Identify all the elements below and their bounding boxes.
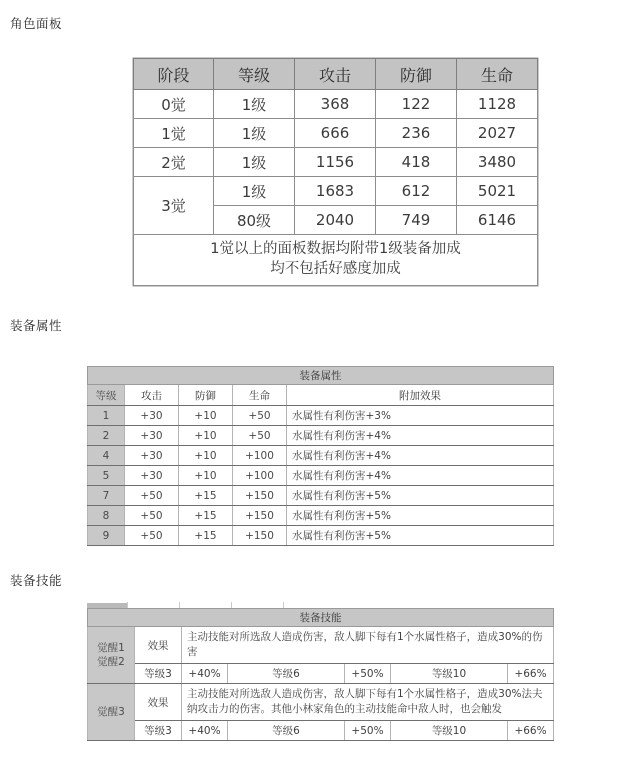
cell-effect: 水属性有利伤害+5% [287, 486, 554, 506]
equipment-skills-title: 装备技能 [88, 609, 554, 627]
cell-stage: 1觉 [134, 119, 214, 148]
cell-attack: 2040 [295, 206, 376, 235]
table-row [88, 526, 554, 546]
awaken-label-line-1: 觉醒1 [97, 642, 125, 654]
cell-defense: +10 [179, 446, 233, 466]
cell-level: 5 [88, 466, 125, 486]
skill-level-label-2: 等级6 [228, 721, 345, 741]
equipment-attributes-table [87, 366, 554, 546]
table-title-row [88, 367, 554, 385]
equipment-skills-table [87, 608, 554, 741]
cell-defense: 612 [376, 177, 457, 206]
section-label-equipment-skills: 装备技能 [10, 573, 63, 588]
table-row [134, 177, 538, 206]
equipment-attributes-title: 装备属性 [88, 367, 554, 385]
header-attack: 攻击 [295, 59, 376, 90]
cell-defense: +15 [179, 506, 233, 526]
skill-level-label-2: 等级6 [228, 664, 345, 684]
cell-hp: +150 [233, 486, 287, 506]
cell-stage: 2觉 [134, 148, 214, 177]
skill-level-label-3: 等级10 [391, 721, 508, 741]
table-header-row [134, 59, 538, 90]
skill-level-value-2: +50% [345, 664, 391, 684]
cell-defense: +10 [179, 406, 233, 426]
cropped-tick [231, 602, 232, 608]
table-row [88, 721, 554, 741]
cell-hp: +100 [233, 466, 287, 486]
cell-defense: 236 [376, 119, 457, 148]
cell-attack: +50 [125, 526, 179, 546]
table-row [88, 684, 554, 721]
cell-hp: 5021 [457, 177, 538, 206]
skill-level-value-3: +66% [508, 664, 554, 684]
cell-hp: +150 [233, 506, 287, 526]
cell-level: 80级 [214, 206, 295, 235]
cell-level: 1级 [214, 90, 295, 119]
table-title-row [88, 609, 554, 627]
effect-label: 效果 [135, 684, 182, 721]
table-row [88, 406, 554, 426]
cell-hp: 2027 [457, 119, 538, 148]
cell-hp: +100 [233, 446, 287, 466]
cell-level: 8 [88, 506, 125, 526]
cell-level: 1级 [214, 177, 295, 206]
panel-note-line-1: 1觉以上的面板数据均附带1级装备加成 [210, 241, 461, 257]
cell-attack: +50 [125, 506, 179, 526]
cell-attack: 666 [295, 119, 376, 148]
cell-effect: 水属性有利伤害+4% [287, 466, 554, 486]
effect-text: 主动技能对所选敌人造成伤害，敌人脚下每有1个水属性格子，造成30%的伤害 [182, 627, 554, 664]
effect-text: 主动技能对所选敌人造成伤害，敌人脚下每有1个水属性格子，造成30%法夫纳攻击力的伤害。其他小林家角色的主动技能命中敌人时，也会触发 [182, 684, 554, 721]
panel-note [134, 235, 538, 286]
awaken-label-line-1: 觉醒3 [97, 706, 125, 718]
cell-attack: 1683 [295, 177, 376, 206]
table-row [88, 664, 554, 684]
cell-attack: +30 [125, 426, 179, 446]
skill-level-label-1: 等级3 [135, 664, 182, 684]
cell-level: 4 [88, 446, 125, 466]
cropped-tick [283, 602, 284, 608]
cropped-tick [127, 602, 128, 608]
skill-level-value-3: +66% [508, 721, 554, 741]
cell-defense: 418 [376, 148, 457, 177]
cell-hp: +150 [233, 526, 287, 546]
table-header-row [88, 385, 554, 406]
cell-defense: +15 [179, 486, 233, 506]
header-attack: 攻击 [125, 385, 179, 406]
header-defense: 防御 [179, 385, 233, 406]
cell-effect: 水属性有利伤害+4% [287, 426, 554, 446]
cell-effect: 水属性有利伤害+5% [287, 506, 554, 526]
cell-defense: 122 [376, 90, 457, 119]
cropped-tick [179, 602, 180, 608]
cell-hp: 1128 [457, 90, 538, 119]
skill-level-value-1: +40% [182, 721, 228, 741]
table-row [88, 466, 554, 486]
skill-level-value-2: +50% [345, 721, 391, 741]
awaken-label-line-2: 觉醒2 [97, 656, 125, 668]
cell-attack: 368 [295, 90, 376, 119]
cell-attack: +30 [125, 406, 179, 426]
table-note-row [134, 235, 538, 286]
cropped-row-artifact [87, 600, 553, 608]
cell-attack: +30 [125, 446, 179, 466]
cell-hp: +50 [233, 426, 287, 446]
cell-defense: +10 [179, 466, 233, 486]
cell-level: 1 [88, 406, 125, 426]
header-hp: 生命 [233, 385, 287, 406]
cell-level: 9 [88, 526, 125, 546]
cell-attack: 1156 [295, 148, 376, 177]
header-effect: 附加效果 [287, 385, 554, 406]
header-level: 等级 [88, 385, 125, 406]
cell-effect: 水属性有利伤害+4% [287, 446, 554, 466]
table-row [88, 486, 554, 506]
table-row [88, 627, 554, 664]
cell-hp: 3480 [457, 148, 538, 177]
awaken-label-group-2 [88, 684, 135, 741]
header-hp: 生命 [457, 59, 538, 90]
character-panel-table [133, 58, 538, 286]
table-row [88, 426, 554, 446]
skill-level-label-3: 等级10 [391, 664, 508, 684]
header-stage: 阶段 [134, 59, 214, 90]
table-row [134, 148, 538, 177]
table-row [134, 119, 538, 148]
cell-hp: +50 [233, 406, 287, 426]
awaken-label-group-1 [88, 627, 135, 684]
cropped-row-bar [87, 603, 127, 608]
cell-effect: 水属性有利伤害+3% [287, 406, 554, 426]
header-level: 等级 [214, 59, 295, 90]
table-row [88, 446, 554, 466]
panel-note-line-2: 均不包括好感度加成 [270, 261, 401, 277]
table-row [134, 90, 538, 119]
cell-effect: 水属性有利伤害+5% [287, 526, 554, 546]
cell-level: 1级 [214, 119, 295, 148]
cell-stage: 0觉 [134, 90, 214, 119]
section-label-character-panel: 角色面板 [10, 16, 63, 31]
cell-defense: +10 [179, 426, 233, 446]
cell-level: 1级 [214, 148, 295, 177]
cell-attack: +50 [125, 486, 179, 506]
cell-defense: +15 [179, 526, 233, 546]
section-label-equipment-attributes: 装备属性 [10, 318, 63, 333]
cell-attack: +30 [125, 466, 179, 486]
cell-level: 2 [88, 426, 125, 446]
effect-label: 效果 [135, 627, 182, 664]
table-row [88, 506, 554, 526]
cell-level: 7 [88, 486, 125, 506]
cell-defense: 749 [376, 206, 457, 235]
equipment-skills-section [87, 600, 553, 741]
header-defense: 防御 [376, 59, 457, 90]
skill-level-label-1: 等级3 [135, 721, 182, 741]
cell-hp: 6146 [457, 206, 538, 235]
cell-stage: 3觉 [134, 177, 214, 235]
skill-level-value-1: +40% [182, 664, 228, 684]
